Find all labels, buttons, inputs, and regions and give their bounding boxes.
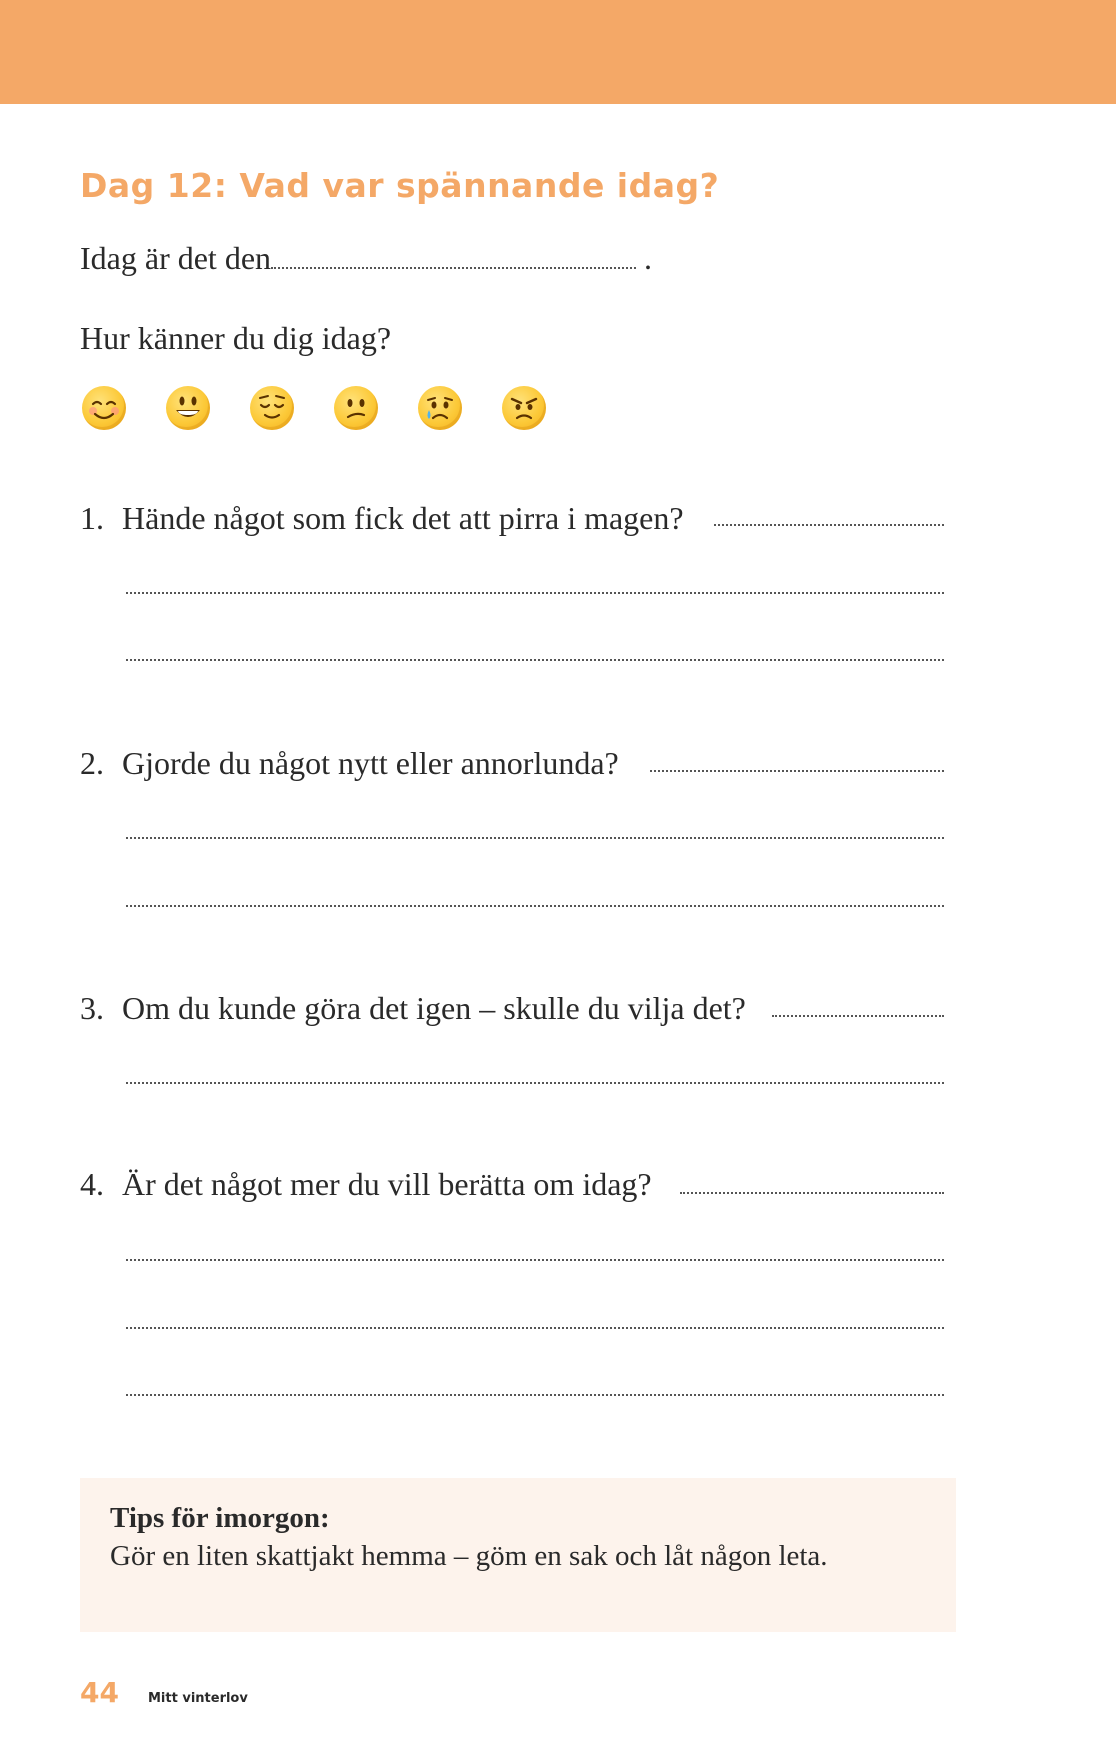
question-number: 1. (80, 500, 104, 536)
answer-line[interactable] (650, 770, 944, 772)
grinning-icon[interactable] (166, 386, 210, 430)
date-prompt-text: Idag är det den (80, 240, 272, 276)
relieved-icon[interactable] (250, 386, 294, 430)
date-answer-line[interactable] (271, 241, 636, 269)
answer-line[interactable] (772, 1015, 944, 1017)
question-text: Gjorde du något nytt eller annorlunda? (122, 745, 629, 782)
page-number: 44 (80, 1676, 119, 1709)
book-title: Mitt vinterlov (148, 1691, 248, 1706)
header-band (0, 0, 1116, 104)
smiling-blush-icon[interactable] (82, 386, 126, 430)
question-text: Hände något som fick det att pirra i magen? (122, 500, 694, 537)
answer-line[interactable] (126, 837, 944, 839)
question-text: Om du kunde göra det igen – skulle du vilja det? (122, 990, 756, 1027)
page-title: Dag 12: Vad var spännande idag? (80, 166, 720, 205)
date-prompt-end: . (644, 240, 653, 276)
tip-text: Gör en liten skattjakt hemma – göm en sak och låt någon leta. (110, 1540, 828, 1572)
confused-icon[interactable] (334, 386, 378, 430)
answer-line[interactable] (126, 1082, 944, 1084)
feelings-prompt: Hur känner du dig idag? (80, 320, 392, 356)
date-prompt (80, 240, 652, 277)
answer-line[interactable] (714, 524, 944, 526)
answer-line[interactable] (126, 659, 944, 661)
emoji-row (82, 386, 546, 430)
question-text: Är det något mer du vill berätta om idag? (122, 1166, 662, 1203)
question-number: 4. (80, 1166, 104, 1202)
angry-icon[interactable] (502, 386, 546, 430)
question-number: 3. (80, 990, 104, 1026)
answer-line[interactable] (126, 905, 944, 907)
answer-line[interactable] (126, 1259, 944, 1261)
answer-line[interactable] (126, 1394, 944, 1396)
tip-box (80, 1478, 956, 1632)
answer-line[interactable] (126, 592, 944, 594)
question-number: 2. (80, 745, 104, 781)
answer-line[interactable] (680, 1192, 944, 1194)
crying-icon[interactable] (418, 386, 462, 430)
tip-title: Tips för imorgon: (110, 1502, 330, 1534)
answer-line[interactable] (126, 1327, 944, 1329)
